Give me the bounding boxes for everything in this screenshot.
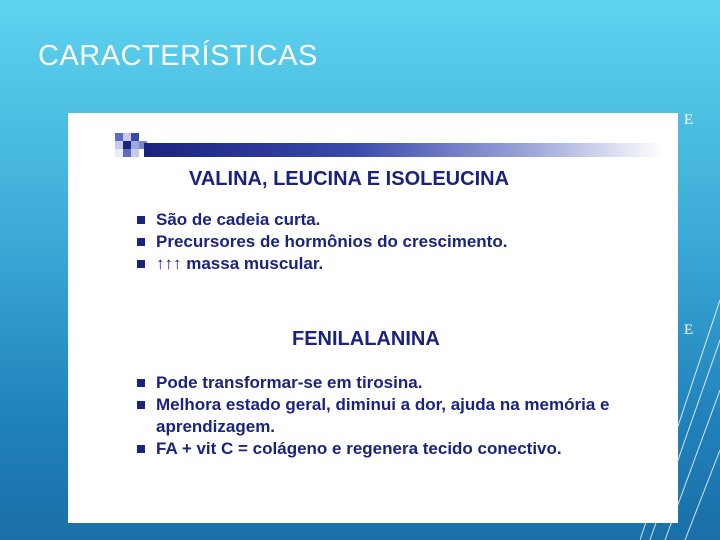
- list-item: Melhora estado geral, diminui a dor, ajuda na memória e aprendizagem.: [136, 394, 656, 438]
- slide-title: CARACTERÍSTICAS: [38, 40, 318, 72]
- heading-valina: VALINA, LEUCINA E ISOLEUCINA: [189, 168, 510, 190]
- list-item: São de cadeia curta.: [136, 209, 656, 231]
- edge-letter-middle: E: [684, 322, 694, 338]
- content-card: [68, 113, 678, 523]
- header-gradient-bar: [144, 143, 664, 157]
- list-valina: [136, 209, 656, 275]
- heading-fenilalanina: FENILALANINA: [292, 328, 440, 350]
- list-item: Precursores de hormônios do crescimento.: [136, 231, 656, 253]
- square-bullet-icon: [137, 445, 145, 453]
- square-bullet-icon: [137, 401, 145, 409]
- list-item: ↑↑↑ massa muscular.: [136, 253, 656, 275]
- list-item: FA + vit C = colágeno e regenera tecido conectivo.: [136, 438, 656, 460]
- square-bullet-icon: [137, 216, 145, 224]
- square-bullet-icon: [137, 238, 145, 246]
- edge-letter-top: E: [684, 112, 694, 128]
- square-bullet-icon: [137, 379, 145, 387]
- list-fenilalanina: [136, 372, 656, 460]
- list-item: Pode transformar-se em tirosina.: [136, 372, 656, 394]
- square-bullet-icon: [137, 260, 145, 268]
